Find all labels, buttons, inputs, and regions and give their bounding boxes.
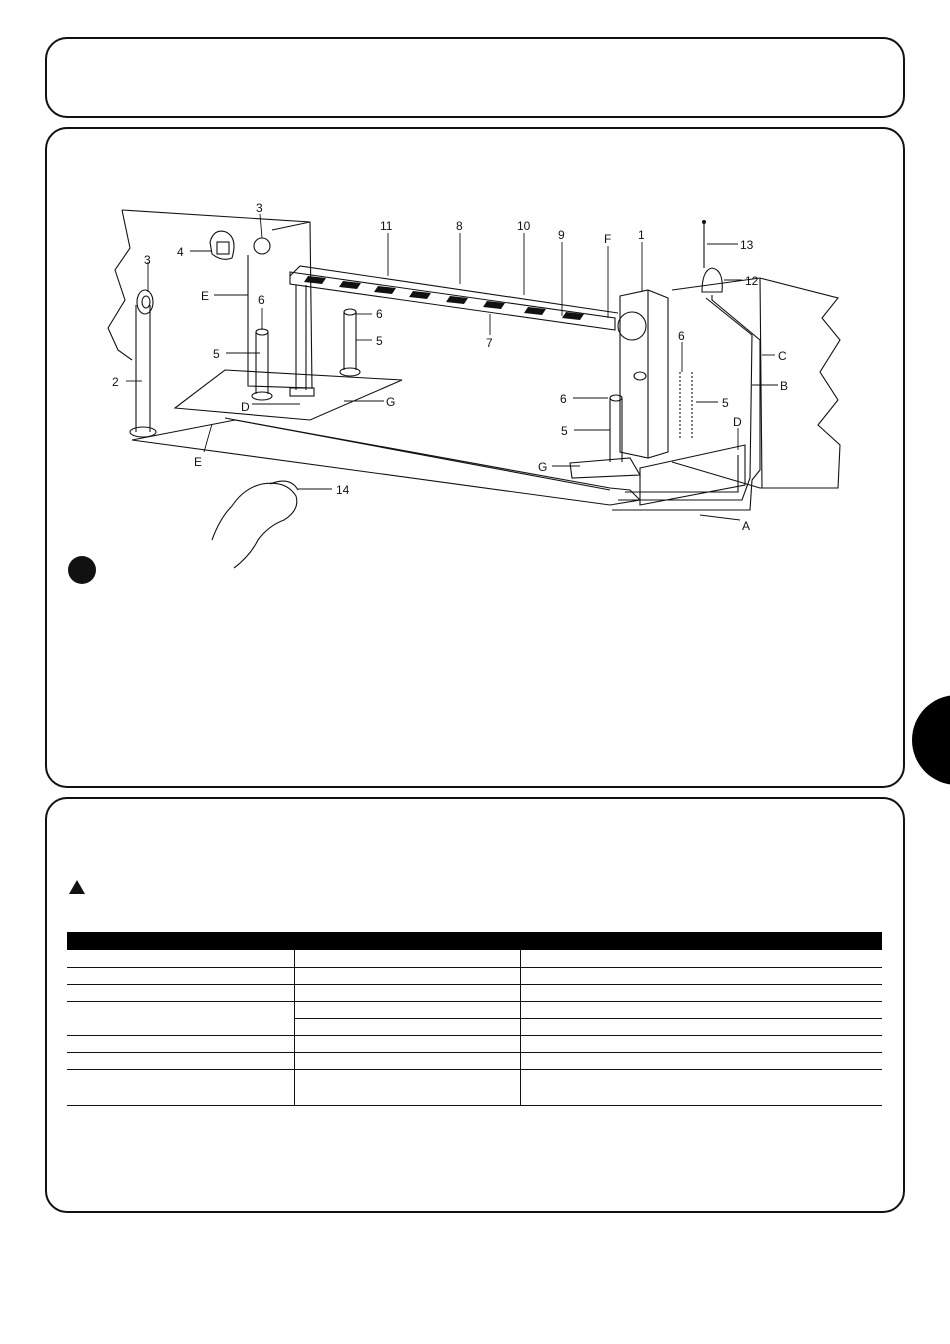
table-row (67, 1001, 882, 1018)
callout-9: 9 (558, 228, 565, 242)
photocell-post-2 (136, 305, 150, 432)
photocell-3-wall (254, 238, 270, 254)
callout-E-top: E (201, 289, 210, 303)
table-row (67, 950, 882, 967)
table-header-cell (67, 932, 882, 950)
table-row (67, 967, 882, 984)
callout-G-right: G (538, 460, 548, 474)
table-row (67, 1052, 882, 1069)
table-row (67, 1035, 882, 1052)
callout-6-recessed: 6 (678, 329, 685, 343)
callout-6-left: 6 (258, 293, 265, 307)
callout-B: B (780, 379, 789, 393)
callout-G-left: G (386, 395, 396, 409)
callout-13: 13 (740, 238, 754, 252)
callout-11: 11 (380, 219, 393, 233)
warning-triangle-icon (68, 879, 86, 895)
callout-3-post: 3 (144, 253, 151, 267)
table-row (67, 984, 882, 1001)
column-5-mid (344, 312, 356, 370)
callout-12: 12 (745, 274, 759, 288)
callout-6-mid: 6 (376, 307, 383, 321)
hand-transmitter-14 (212, 483, 297, 568)
barrier-cabinet-1 (620, 290, 668, 458)
callout-5-mid: 5 (376, 334, 383, 348)
callout-3-wall: 3 (256, 201, 263, 215)
callout-D-left: D (241, 400, 250, 414)
table-header-row (67, 932, 882, 950)
callout-10: 10 (517, 219, 531, 233)
callout-F: F (604, 232, 612, 246)
figure-dot-icon (68, 556, 96, 584)
spec-table (67, 932, 882, 1106)
callout-7: 7 (486, 336, 493, 350)
callout-14: 14 (336, 483, 350, 497)
ground-slab (175, 370, 402, 420)
callout-D-right: D (733, 415, 742, 429)
right-wall (672, 278, 840, 488)
column-5-recessed (680, 372, 692, 438)
callout-E-bottom: E (194, 455, 203, 469)
column-5-left (256, 332, 268, 394)
callout-C: C (778, 349, 787, 363)
table-row (67, 1069, 882, 1105)
callout-4: 4 (177, 245, 184, 259)
callout-1: 1 (638, 228, 645, 242)
callout-5-recessed: 5 (722, 396, 729, 410)
callout-8: 8 (456, 219, 463, 233)
callout-A: A (742, 519, 751, 533)
callout-5-left: 5 (213, 347, 220, 361)
callout-6-right: 6 (560, 392, 567, 406)
flashing-light-12 (702, 268, 722, 292)
callout-2: 2 (112, 375, 119, 389)
callout-5-right: 5 (561, 424, 568, 438)
keypad-4 (210, 231, 234, 259)
